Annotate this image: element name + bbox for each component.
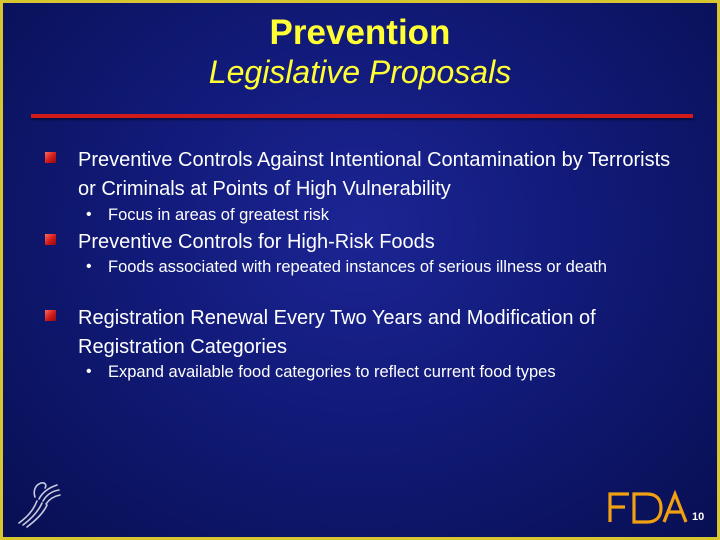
bullet-item — [78, 146, 678, 204]
hhs-eagle-icon — [13, 477, 65, 531]
sub-bullet-dot-icon: • — [86, 258, 92, 275]
bullet-text: Registration Renewal Every Two Years and Modification of Registration Categories — [78, 307, 596, 358]
sub-bullet-text: Expand available food categories to reflect current food types — [108, 363, 556, 381]
bullet-item — [78, 304, 638, 362]
bullet-square-icon — [45, 310, 56, 321]
sub-bullet-dot-icon: • — [86, 363, 92, 380]
slide-subtitle: Legislative Proposals — [208, 54, 512, 90]
sub-bullet-text: Foods associated with repeated instances of serious illness or death — [108, 258, 607, 276]
sub-bullet-text: Focus in areas of greatest risk — [108, 206, 330, 224]
bullet-text: Preventive Controls Against Intentional Contamination by Terrorists or Criminals at Points of High Vulnerability — [78, 149, 671, 200]
bullet-text: Preventive Controls for High-Risk Foods — [78, 231, 435, 253]
sub-bullet-item — [86, 204, 668, 227]
page-number: 10 — [692, 511, 705, 523]
bullet-square-icon — [45, 234, 56, 245]
bullet-square-icon — [45, 152, 56, 163]
fda-logo-icon — [607, 490, 689, 526]
bullet-list — [3, 3, 720, 540]
sub-bullet-item — [86, 256, 668, 279]
slide-title: Prevention — [269, 13, 451, 52]
bullet-item — [78, 228, 678, 257]
sub-bullet-dot-icon: • — [86, 206, 92, 223]
sub-bullet-item — [86, 361, 688, 384]
